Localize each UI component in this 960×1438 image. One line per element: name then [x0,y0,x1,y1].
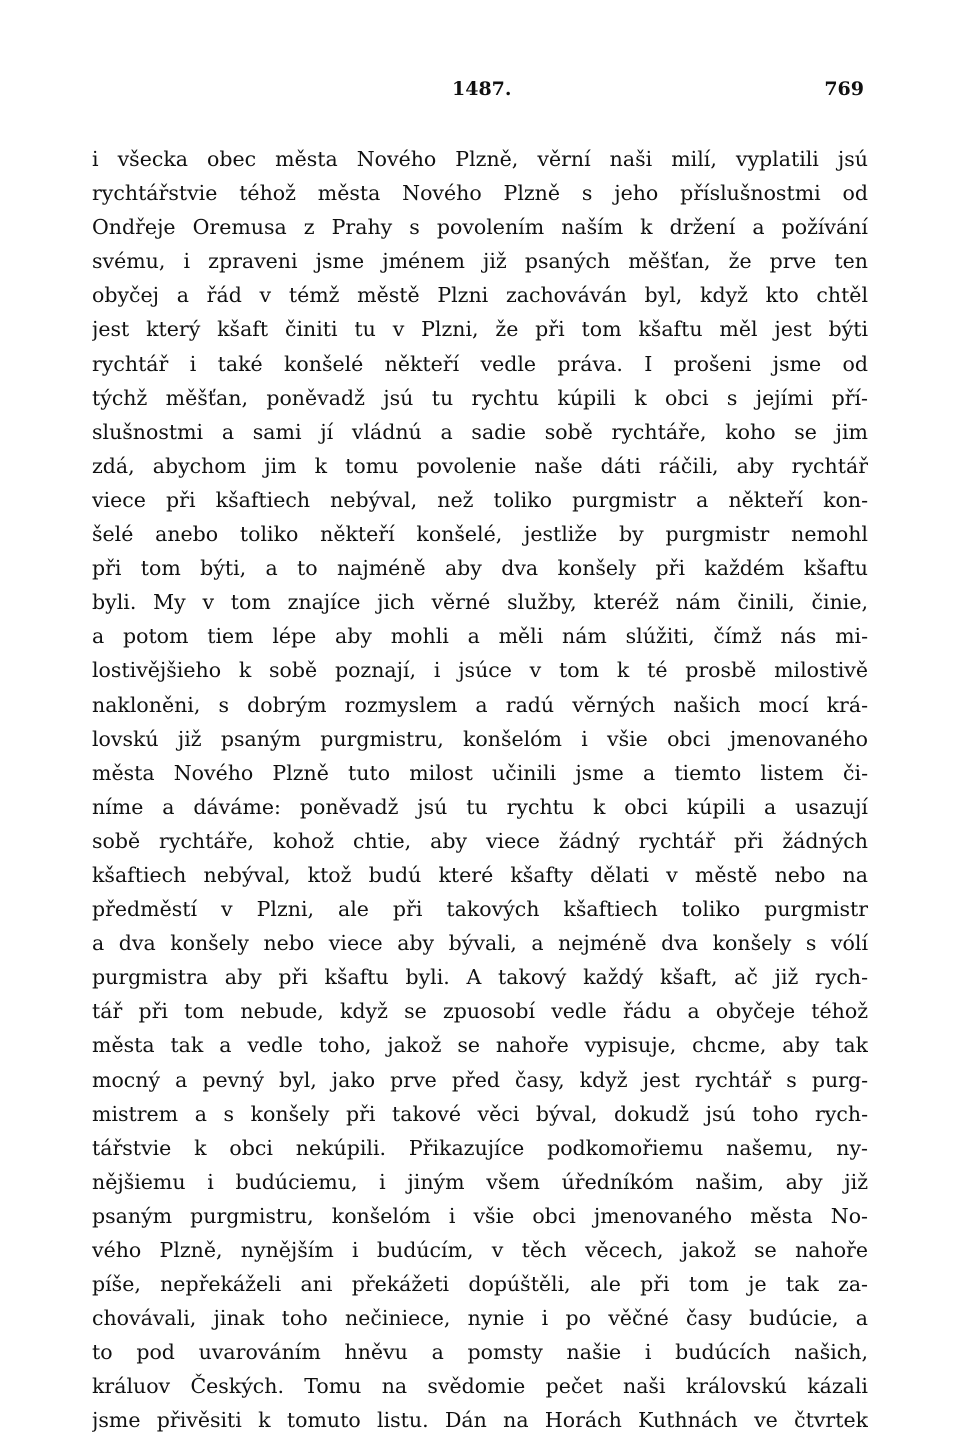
text-line: králuov Českých. Tomu na svědomie pečet naši královskú kázali [92,1374,868,1399]
body-paragraph [92,142,868,1438]
text-line: města Nového Plzně tuto milost učinili jsme a tiemto listem či- [92,760,868,785]
text-line: při tom býti, a to najméně aby dva konšely při každém kšaftu [92,556,868,581]
text-line: a dva konšely nebo viece aby bývali, a nejméně dva konšely s vólí [92,931,868,956]
text-line: šelé anebo toliko někteří konšelé, jestliže by purgmistr nemohl [92,522,868,547]
text-line: lovskú již psaným purgmistru, konšelóm i všie obci jmenovaného [92,726,868,751]
text-line: týchž měšťan, poněvadž jsú tu rychtu kúpili k obci s jejími pří- [92,385,868,410]
text-line: svému, i zpraveni jsme jménem již psaných měšťan, že prve ten [92,249,868,274]
text-line: to pod uvarováním hněvu a pomsty našie i budúcích našich, [92,1340,868,1365]
text-line: vého Plzně, nynějším i budúcím, v těch věcech, jakož se nahoře [92,1238,868,1262]
running-head [92,78,868,108]
text-line: byli. My v tom znajíce jich věrné služby, kteréž nám činili, činie, [92,590,868,615]
text-line: purgmistra aby při kšaftu byli. A takový každý kšaft, ač již rych- [92,965,868,990]
text-line: obyčej a řád v témž městě Plzni zachováván byl, když kto chtěl [92,283,868,308]
text-line: Ondřeje Oremusa z Prahy s povolením naším k držení a požívání [92,215,868,240]
text-line: města tak a vedle toho, jakož se nahoře vypisuje, chcme, aby tak [92,1033,868,1058]
text-line: sobě rychtáře, kohož chtie, aby viece žádný rychtář při žádných [92,828,868,853]
text-line: jest který kšaft činiti tu v Plzni, že při tom kšaftu měl jest býti [92,317,868,342]
text-line: rychtář i také konšelé někteří vedle práva. I prošeni jsme od [92,351,868,376]
text-line: tář při tom nebude, když se zpuosobí vedle řádu a obyčeje téhož [92,999,868,1024]
text-line: níme a dáváme: poněvadž jsú tu rychtu k obci kúpili a usazují [92,794,868,819]
text-line: a potom tiem lépe aby mohli a měli nám slúžiti, čímž nás mi- [92,624,868,649]
text-line: jsme přivěsiti k tomuto listu. Dán na Horách Kuthnách ve čtvrtek [92,1408,868,1433]
text-line: lostivějšieho k sobě poznají, i jsúce v tom k té prosbě milostivě [92,658,868,683]
text-line: kšaftiech nebýval, ktož budú které kšafty dělati v městě nebo na [92,862,868,887]
text-line: psaným purgmistru, konšelóm i všie obci jmenovaného města No- [92,1203,868,1228]
text-line: nakloněni, s dobrým rozmyslem a radú věrných našich mocí krá- [92,692,868,717]
text-line: tářstvie k obci nekúpili. Přikazujíce podkomořiemu našemu, ny- [92,1135,868,1160]
text-line: viece při kšaftiech nebýval, než toliko purgmistr a někteří kon- [92,487,868,512]
header-year: 1487. [452,78,512,100]
text-line: předměstí v Plzni, ale při takových kšaftiech toliko purgmistr [92,897,868,922]
text-line: mistrem a s konšely při takové věci býval, dokudž jsú toho rych- [92,1101,868,1126]
text-line: rychtářstvie téhož města Nového Plzně s jeho příslušnostmi od [92,181,868,206]
text-line: zdá, abychom jim k tomu povolenie naše dáti ráčili, aby rychtář [92,453,868,478]
page-number: 769 [824,78,864,100]
text-line: mocný a pevný byl, jako prve před časy, když jest rychtář s purg- [92,1067,868,1092]
text-line: slušnostmi a sami jí vládnú a sadie sobě rychtáře, koho se jim [92,419,868,444]
text-line: nějšiemu i budúciemu, i jiným všem úředníkóm našim, aby již [92,1169,868,1194]
text-line: píše, nepřekáželi ani překážeti dopúštěli, ale při tom je tak za- [92,1272,868,1297]
text-line: i všecka obec města Nového Plzně, věrní naši milí, vyplatili jsú [92,147,868,171]
text-line: chovávali, jinak toho nečiniece, nynie i po věčné časy budúcie, a [92,1306,868,1331]
